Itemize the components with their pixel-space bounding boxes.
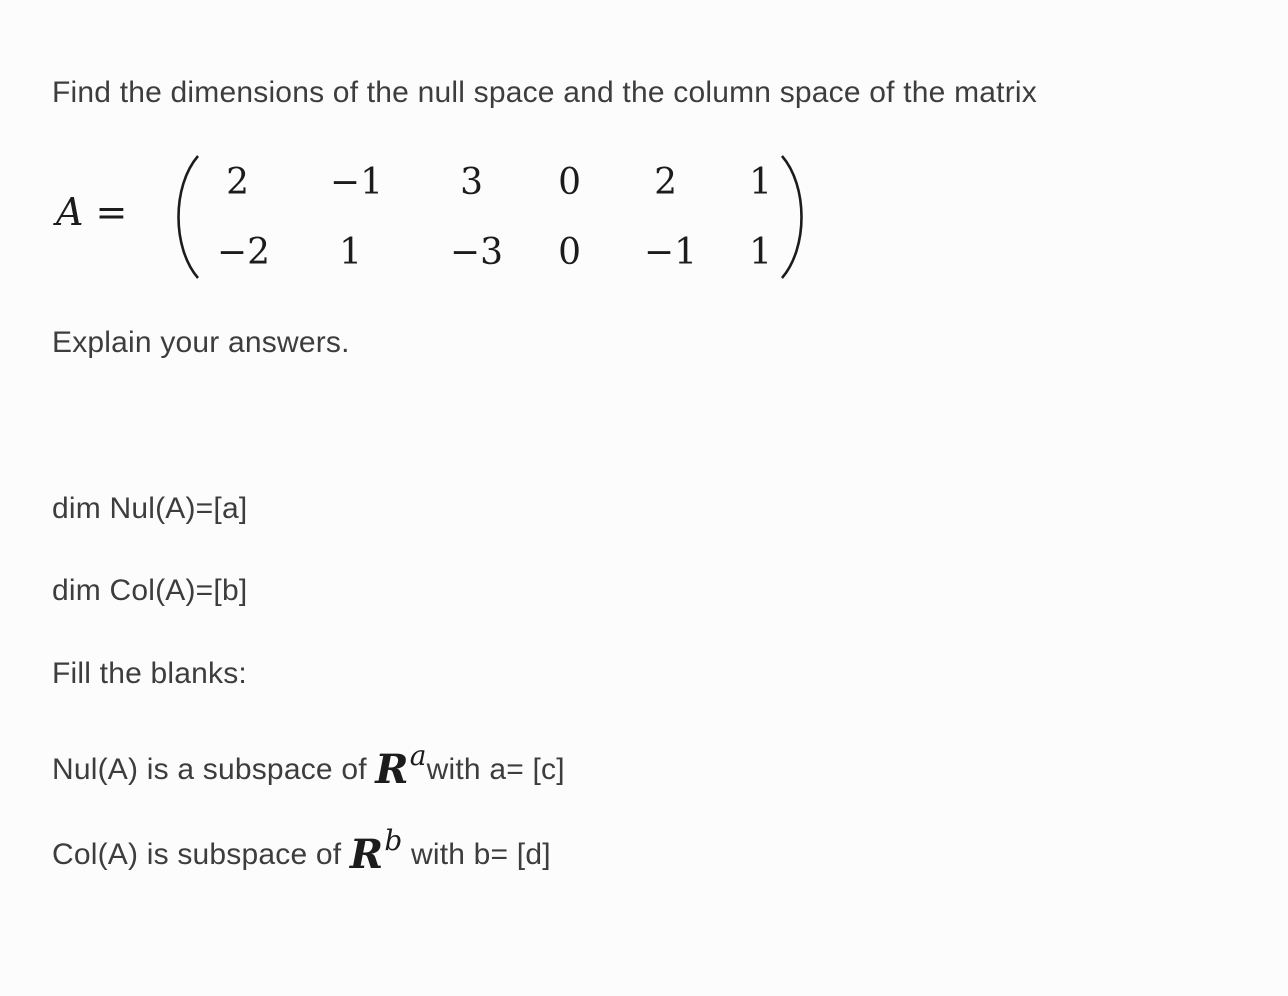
matrix-cell: −1 [329,162,383,203]
dim-col-label: dim Col(A)= [52,574,214,607]
matrix-name: A [56,190,84,234]
matrix-left-parenthesis [164,152,208,282]
matrix-cell: 2 [654,162,677,203]
matrix-cell: 2 [226,162,249,203]
nul-subspace-prefix: Nul(A) is a subspace of [52,753,376,786]
matrix-cell: 1 [749,162,772,203]
real-space-symbol: R [375,746,409,793]
col-subspace-prefix: Col(A) is subspace of [52,838,350,871]
blank-c[interactable]: [c] [532,753,565,786]
blank-a[interactable]: [a] [213,492,248,525]
col-subspace-suffix: with b= [402,838,517,871]
matrix-cell: −1 [643,232,697,273]
nul-subspace-row [52,739,565,793]
matrix-cell: 0 [558,162,581,203]
blank-d[interactable]: [d] [516,838,551,871]
dim-nul-answer-row [52,492,247,526]
exponent-a: a [409,739,427,772]
matrix-cell: 3 [460,162,483,203]
matrix-cell: 1 [339,232,362,273]
blank-b[interactable]: [b] [213,574,248,607]
matrix-cell: 0 [558,232,581,273]
matrix-right-parenthesis [772,152,816,282]
fill-blanks-heading: Fill the blanks: [52,657,247,690]
dim-nul-label: dim Nul(A)= [52,492,214,525]
matrix-cell: −2 [216,232,270,273]
col-subspace-row [52,824,551,878]
equals-sign: = [95,190,128,234]
explain-instruction: Explain your answers. [52,326,350,359]
question-prompt: Find the dimensions of the null space and the column space of the matrix [52,76,1037,109]
real-space-symbol: R [349,831,384,878]
matrix-cell: 1 [749,232,772,273]
matrix-equation-lhs [56,190,127,234]
dim-col-answer-row [52,574,247,608]
nul-subspace-suffix: with a= [426,753,533,786]
matrix-cell: −3 [449,232,503,273]
exponent-b: b [384,824,403,857]
